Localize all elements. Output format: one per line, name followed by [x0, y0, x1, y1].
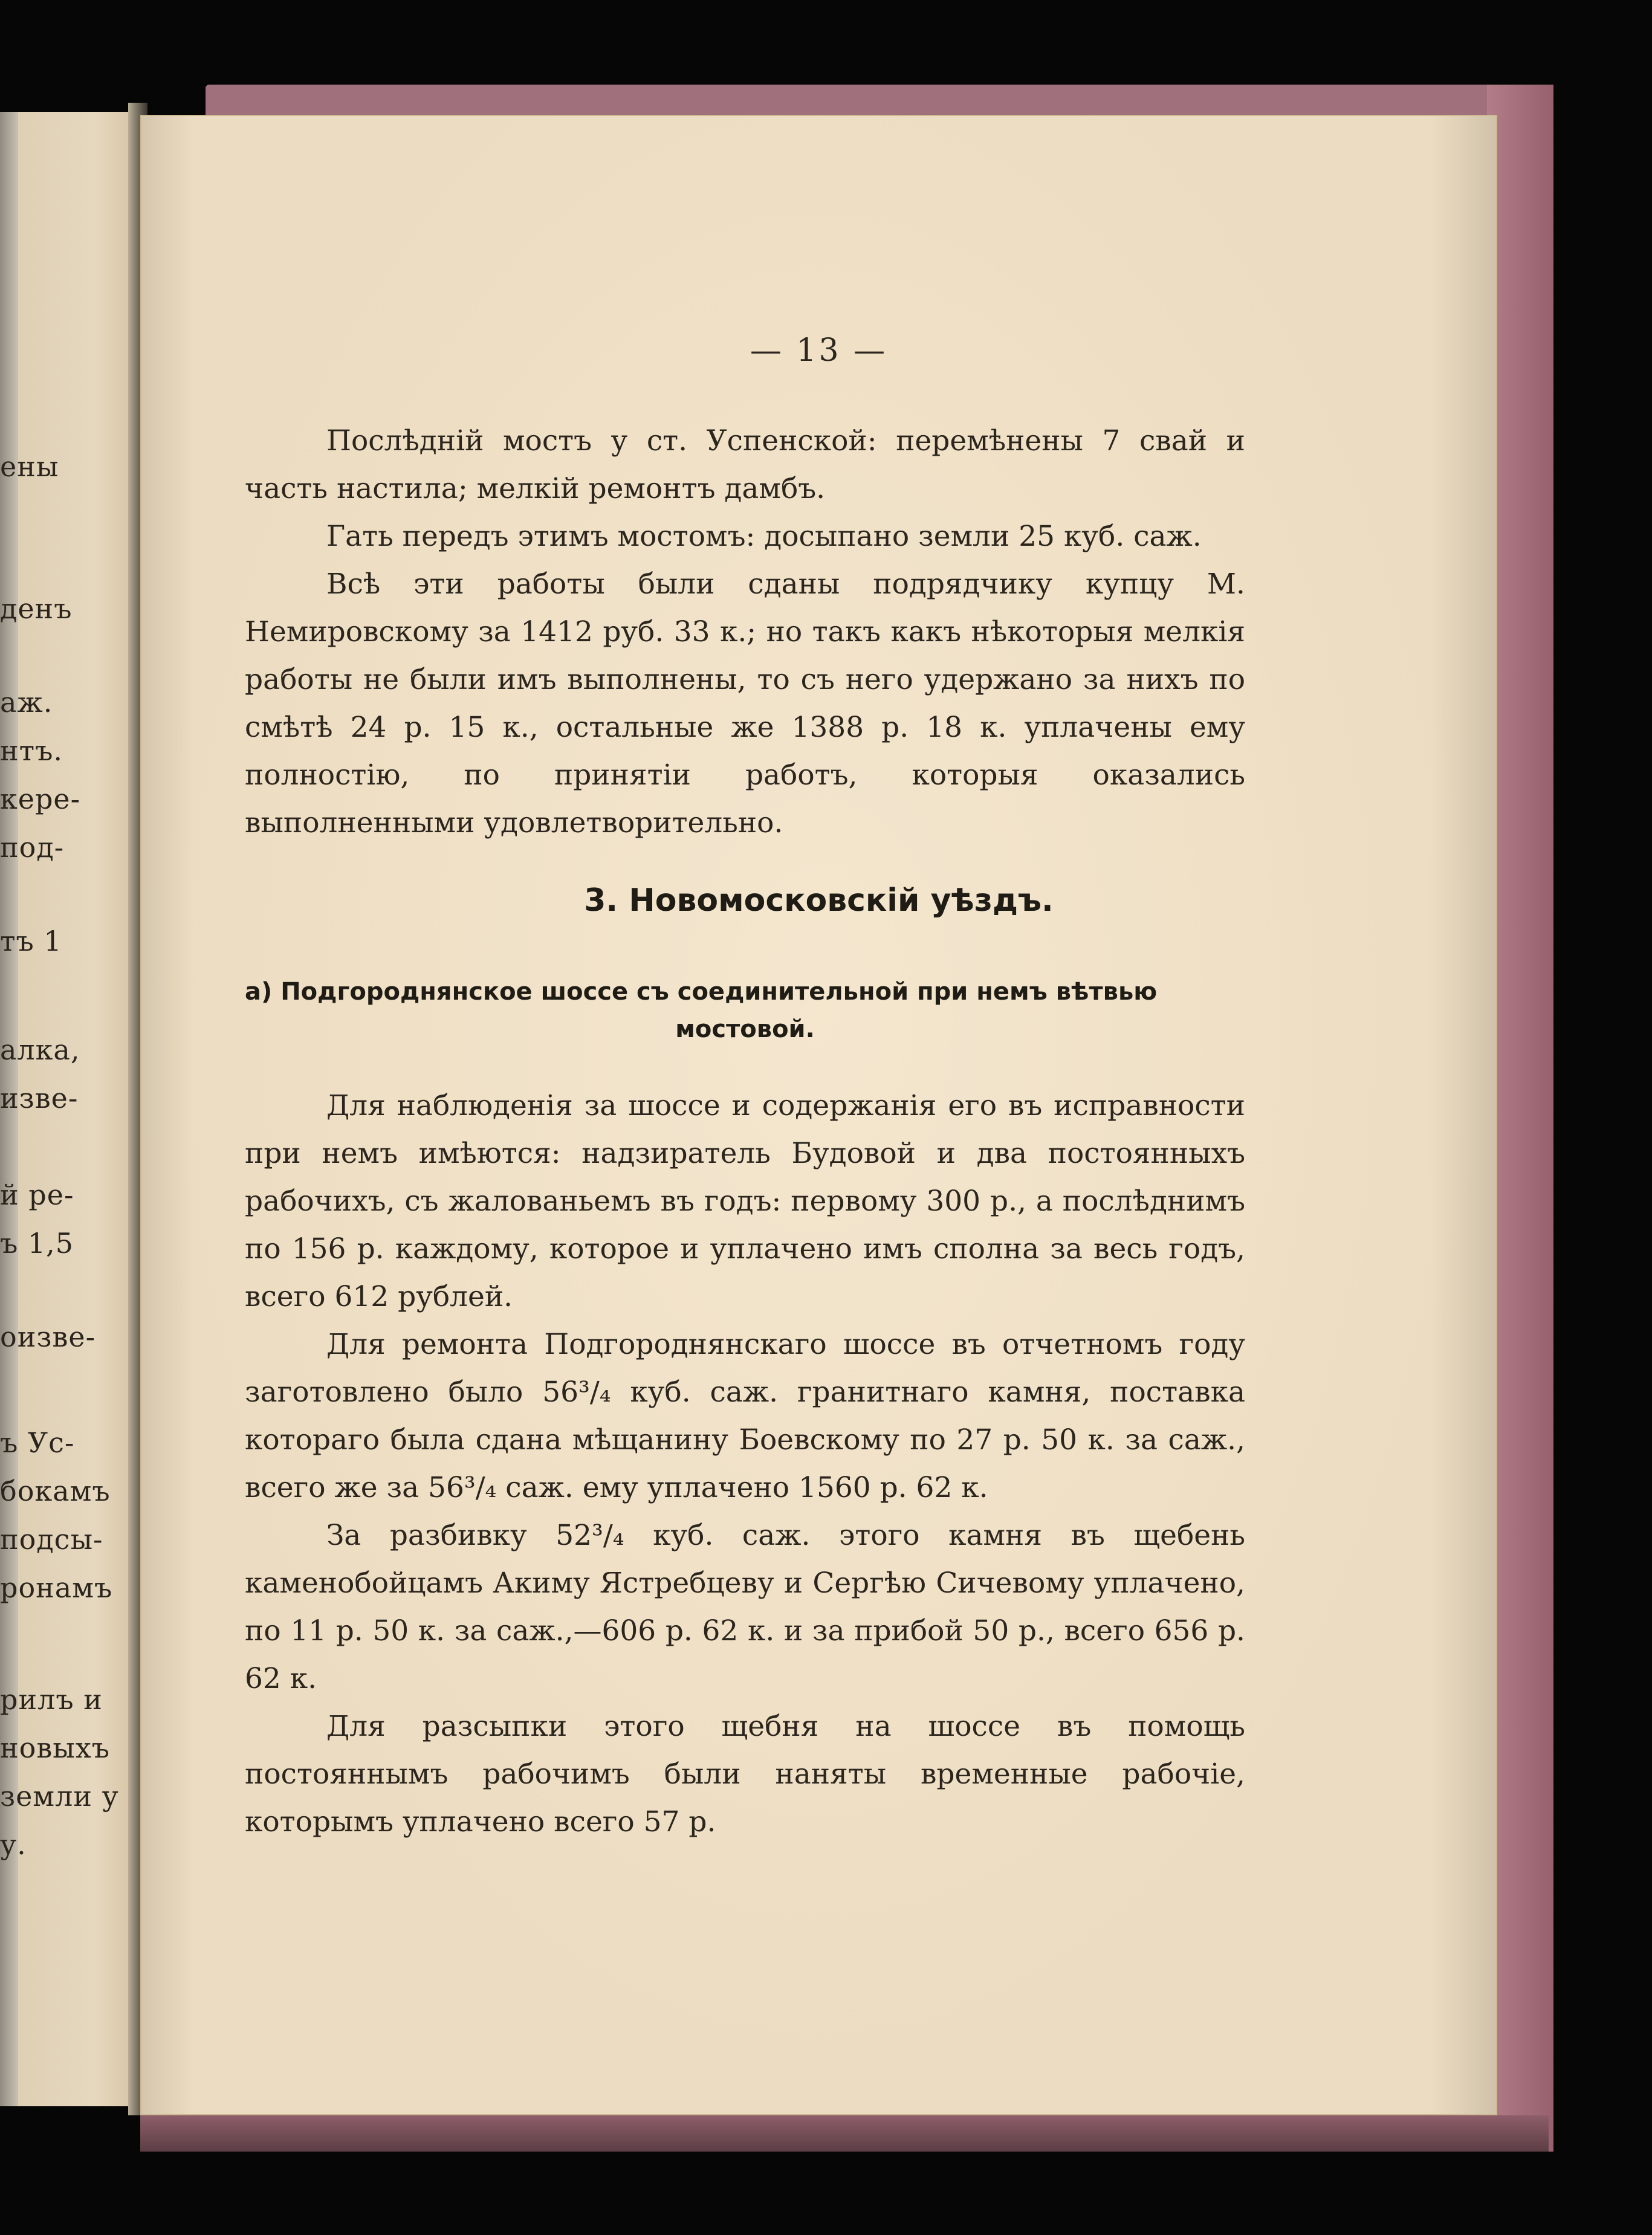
left-fragment: денъ	[0, 592, 73, 625]
left-fragment: оизве-	[0, 1321, 96, 1353]
subsection-heading-line1: а) Подгороднянское шоссе съ соединительной при немъ вѣтвью	[245, 978, 1158, 1006]
left-fragment: алка,	[0, 1033, 80, 1066]
page-number: — 13 —	[750, 332, 888, 369]
left-fragment: ронамъ	[0, 1571, 113, 1604]
left-fragment: кере-	[0, 783, 81, 815]
paragraph: За разбивку 52³/₄ куб. саж. этого камня въ щебень каменобойцамъ Акиму Ястребцеву и Сергѣю Сичевому уплачено, по 11 р. 50 к. за саж.,—606 р. 62 к. и за прибой 50 р., всего 656 р. 62 к.	[245, 1519, 1245, 1695]
left-fragment: у.	[0, 1828, 27, 1861]
left-fragment: аж.	[0, 686, 53, 719]
left-fragment: й ре-	[0, 1179, 74, 1211]
left-fragment: новыхъ	[0, 1732, 111, 1764]
previous-page-fragment	[0, 112, 136, 2106]
subsection-heading-line2: мостовой.	[675, 1015, 815, 1043]
left-fragment: тъ 1	[0, 925, 62, 957]
left-fragment: рилъ и	[0, 1683, 103, 1716]
paragraph: Для разсыпки этого щебня на шоссе въ помощь постояннымъ рабочимъ были наняты временные рабочiе, которымъ уплачено всего 57 р.	[245, 1710, 1245, 1839]
left-fragment: изве-	[0, 1082, 79, 1114]
subsection-heading	[245, 973, 1245, 1048]
left-fragment: земли у	[0, 1780, 119, 1813]
book-page	[140, 115, 1497, 2115]
text-block-2	[245, 1082, 1245, 1846]
paragraph: Всѣ эти работы были сданы подрядчику купцу М. Немировскому за 1412 руб. 33 к.; но такъ какъ нѣкоторыя мелкiя работы не были имъ выполнены, то съ него удержано за нихъ по смѣтѣ 24 р. 15 к., остальные же 1388 р. 18 к. уплачены ему полностiю, по принятiи работъ, которыя оказались выполненными удовлетворительно.	[245, 568, 1245, 839]
text-block-1	[245, 417, 1245, 847]
paragraph: Для ремонта Подгороднянскаго шоссе въ отчетномъ году заготовлено было 56³/₄ куб. саж. гранитнаго камня, поставка котораго была сдана мѣщанину Боевскому по 27 р. 50 к. за саж., всего же за 56³/₄ саж. ему уплачено 1560 р. 62 к.	[245, 1328, 1245, 1504]
paragraph: Послѣднiй мостъ у ст. Успенской: перемѣнены 7 свай и часть настила; мелкiй ремонтъ дамбъ.	[245, 424, 1245, 505]
left-fragment: бокамъ	[0, 1475, 111, 1507]
left-fragment: ъ 1,5	[0, 1227, 74, 1260]
paragraph: Для наблюденiя за шоссе и содержанiя его въ исправности при немъ имѣются: надзиратель Будовой и два постоянныхъ рабочихъ, съ жалованьемъ въ годъ: первому 300 р., а послѣднимъ по 156 р. каждому, которое и уплачено имъ сполна за весь годъ, всего 612 рублей.	[245, 1089, 1245, 1313]
cover-bottom-edge	[140, 2115, 1549, 2152]
left-fragment: ены	[0, 450, 59, 483]
left-fragment: нтъ.	[0, 734, 63, 767]
paragraph: Гать передъ этимъ мостомъ: досыпано земли 25 куб. саж.	[326, 520, 1202, 553]
left-fragment: подсы-	[0, 1523, 103, 1556]
left-fragment: под-	[0, 831, 65, 864]
section-heading: 3. Новомосковскiй уѣздъ.	[584, 882, 1054, 919]
left-fragment: ъ Ус-	[0, 1426, 75, 1459]
